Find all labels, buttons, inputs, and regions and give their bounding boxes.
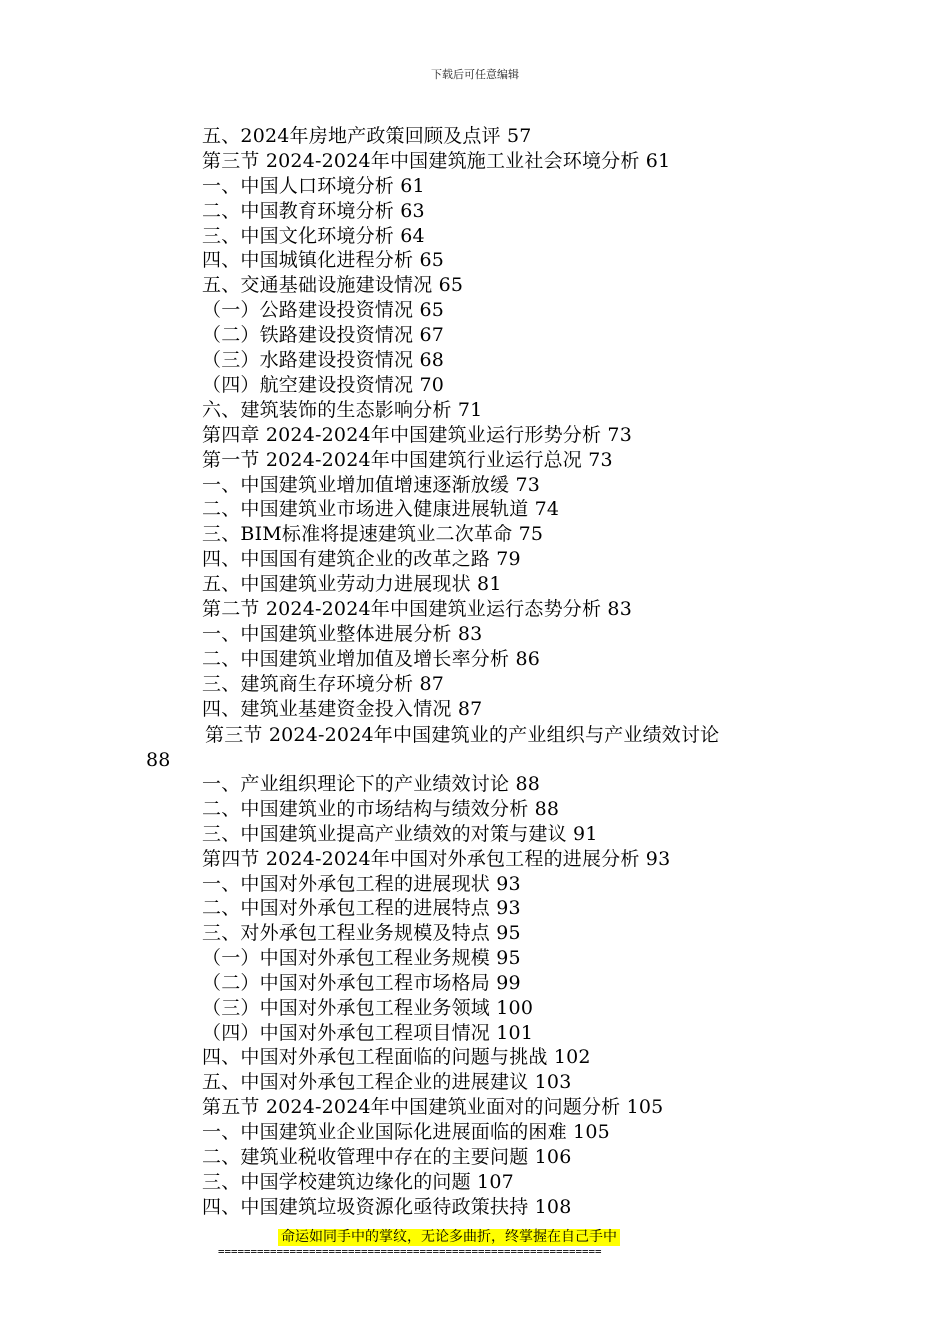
toc-line: 第三节 2024-2024年中国建筑施工业社会环境分析 61 <box>202 150 671 172</box>
toc-line: （二）铁路建设投资情况 67 <box>202 324 445 346</box>
toc-line: 一、中国建筑业增加值增速逐渐放缓 73 <box>202 474 541 496</box>
toc-line: （四）中国对外承包工程项目情况 101 <box>202 1022 534 1044</box>
toc-line: 二、建筑业税收管理中存在的主要问题 106 <box>202 1146 572 1168</box>
toc-line: 三、中国建筑业提高产业绩效的对策与建议 91 <box>202 823 598 845</box>
toc-line: 三、BIM标准将提速建筑业二次革命 75 <box>202 523 544 545</box>
toc-line: 一、中国建筑业企业国际化进展面临的困难 105 <box>202 1121 610 1143</box>
footer-rule: =========================================================== <box>218 1245 602 1258</box>
toc-line: （一）公路建设投资情况 65 <box>202 299 445 321</box>
toc-line: 六、建筑装饰的生态影响分析 71 <box>202 399 483 421</box>
toc-line: 第二节 2024-2024年中国建筑业运行态势分析 83 <box>202 598 632 620</box>
toc-line: 五、中国对外承包工程企业的进展建议 103 <box>202 1071 572 1093</box>
toc-line: 第五节 2024-2024年中国建筑业面对的问题分析 105 <box>202 1096 664 1118</box>
footer-motto: 命运如同手中的掌纹，无论多曲折，终掌握在自己手中 <box>278 1229 620 1246</box>
toc-line: 三、对外承包工程业务规模及特点 95 <box>202 922 521 944</box>
toc-line: 一、中国对外承包工程的进展现状 93 <box>202 873 521 895</box>
toc-line: （二）中国对外承包工程市场格局 99 <box>202 972 521 994</box>
toc-line: （四）航空建设投资情况 70 <box>202 374 445 396</box>
toc-line: 第四节 2024-2024年中国对外承包工程的进展分析 93 <box>202 848 671 870</box>
toc-line: 三、建筑商生存环境分析 87 <box>202 673 445 695</box>
toc-line: 二、中国建筑业的市场结构与绩效分析 88 <box>202 798 560 820</box>
toc-line: 四、中国城镇化进程分析 65 <box>202 249 445 271</box>
toc-line: 五、交通基础设施建设情况 65 <box>202 274 464 296</box>
toc-line: 三、中国文化环境分析 64 <box>202 225 425 247</box>
toc-line: 二、中国对外承包工程的进展特点 93 <box>202 897 521 919</box>
toc-line: 四、中国国有建筑企业的改革之路 79 <box>202 548 521 570</box>
toc-line: 一、产业组织理论下的产业绩效讨论 88 <box>202 773 541 795</box>
toc-line: 五、中国建筑业劳动力进展现状 81 <box>202 573 502 595</box>
toc-line: 88 <box>146 749 171 771</box>
toc-line: 一、中国人口环境分析 61 <box>202 175 425 197</box>
toc-line: 二、中国建筑业增加值及增长率分析 86 <box>202 648 541 670</box>
toc-line: 四、建筑业基建资金投入情况 87 <box>202 698 483 720</box>
header-note: 下载后可任意编辑 <box>431 68 519 81</box>
toc-line: 三、中国学校建筑边缘化的问题 107 <box>202 1171 514 1193</box>
toc-line: 四、中国对外承包工程面临的问题与挑战 102 <box>202 1046 591 1068</box>
toc-line: 二、中国建筑业市场进入健康进展轨道 74 <box>202 498 560 520</box>
toc-line: 一、中国建筑业整体进展分析 83 <box>202 623 483 645</box>
toc-line: 第三节 2024-2024年中国建筑业的产业组织与产业绩效讨论 <box>205 724 720 746</box>
toc-line: 二、中国教育环境分析 63 <box>202 200 425 222</box>
toc-line: （一）中国对外承包工程业务规模 95 <box>202 947 521 969</box>
toc-line: 四、中国建筑垃圾资源化亟待政策扶持 108 <box>202 1196 572 1218</box>
toc-line: 五、2024年房地产政策回顾及点评 57 <box>202 125 532 147</box>
toc-line: 第一节 2024-2024年中国建筑行业运行总况 73 <box>202 449 613 471</box>
toc-line: （三）中国对外承包工程业务领域 100 <box>202 997 534 1019</box>
toc-line: 第四章 2024-2024年中国建筑业运行形势分析 73 <box>202 424 632 446</box>
toc-line: （三）水路建设投资情况 68 <box>202 349 445 371</box>
